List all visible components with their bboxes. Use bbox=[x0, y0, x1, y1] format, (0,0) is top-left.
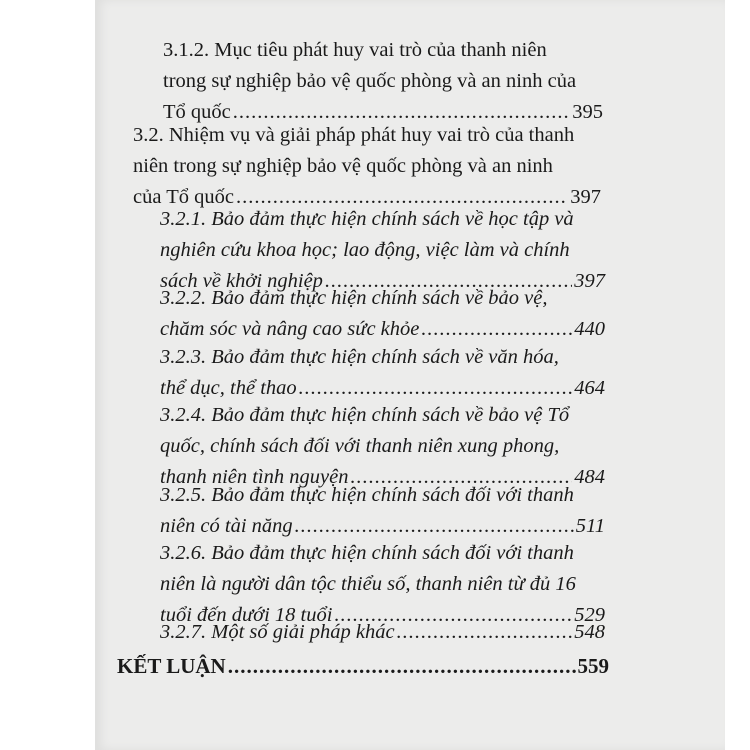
toc-entry-3-2-2 bbox=[160, 283, 605, 345]
dot-leader bbox=[397, 617, 573, 648]
toc-entry-line: niên là người dân tộc thiểu số, thanh niên từ đủ 16 bbox=[160, 573, 576, 595]
toc-entry-line: 3.2.1. Bảo đảm thực hiện chính sách về học tập và bbox=[160, 208, 574, 230]
toc-page-number: 397 bbox=[570, 186, 601, 208]
toc-entry-line: 3.2.5. Bảo đảm thực hiện chính sách đối với thanh bbox=[160, 484, 574, 506]
toc-entry-line: trong sự nghiệp bảo vệ quốc phòng và an ninh của bbox=[163, 70, 577, 92]
toc-page-number: 548 bbox=[574, 621, 605, 643]
toc-page-number: 484 bbox=[574, 466, 605, 488]
toc-entry-line: sách về khởi nghiệp bbox=[160, 270, 323, 292]
toc-entry-3-1-2 bbox=[163, 35, 603, 128]
toc-entry-line: 3.1.2. Mục tiêu phát huy vai trò của thanh niên bbox=[163, 39, 547, 61]
toc-page-number: 440 bbox=[574, 318, 605, 340]
toc-entry-line: chăm sóc và nâng cao sức khỏe bbox=[160, 318, 420, 340]
toc-page-number: 397 bbox=[574, 270, 605, 292]
toc-page-number: 559 bbox=[577, 654, 609, 678]
toc-entry-line: niên có tài năng bbox=[160, 515, 293, 537]
dot-leader bbox=[228, 651, 576, 682]
toc-entry-line: tuổi đến dưới 18 tuổi bbox=[160, 604, 333, 626]
toc-page-number: 464 bbox=[574, 377, 605, 399]
toc-entry-line: thể dục, thể thao bbox=[160, 377, 297, 399]
toc-entry-line: nghiên cứu khoa học; lao động, việc làm và chính bbox=[160, 239, 570, 261]
toc-entry-line: 3.2.4. Bảo đảm thực hiện chính sách về bảo vệ Tổ bbox=[160, 404, 570, 426]
toc-entry-line: KẾT LUẬN bbox=[117, 654, 226, 678]
toc-page-number: 511 bbox=[575, 515, 605, 537]
toc-entry-line: Tổ quốc bbox=[163, 101, 231, 123]
toc-entry-line: 3.2. Nhiệm vụ và giải pháp phát huy vai trò của thanh bbox=[133, 124, 575, 146]
dot-leader bbox=[421, 314, 572, 345]
toc-entry-3-2-5 bbox=[160, 480, 605, 542]
toc-entry-line: thanh niên tình nguyện bbox=[160, 466, 349, 488]
toc-entry-line: quốc, chính sách đối với thanh niên xung phong, bbox=[160, 435, 560, 457]
toc-entry-3-2-3 bbox=[160, 342, 605, 404]
toc-entry-line: 3.2.2. Bảo đảm thực hiện chính sách về bảo vệ, bbox=[160, 287, 548, 309]
toc-entry-line: niên trong sự nghiệp bảo vệ quốc phòng và an ninh bbox=[133, 155, 553, 177]
toc-entry-line: 3.2.6. Bảo đảm thực hiện chính sách đối với thanh bbox=[160, 542, 574, 564]
toc-entry-line: 3.2.7. Một số giải pháp khác bbox=[160, 621, 395, 643]
toc-entry-conclusion bbox=[117, 651, 609, 682]
toc-entry-3-2 bbox=[133, 120, 601, 213]
toc-page-number: 395 bbox=[572, 101, 603, 123]
toc-entry-line: 3.2.3. Bảo đảm thực hiện chính sách về văn hóa, bbox=[160, 346, 559, 368]
toc-entry-3-2-7 bbox=[160, 617, 605, 648]
toc-page-number: 529 bbox=[574, 604, 605, 626]
toc-entry-line: của Tổ quốc bbox=[133, 186, 234, 208]
